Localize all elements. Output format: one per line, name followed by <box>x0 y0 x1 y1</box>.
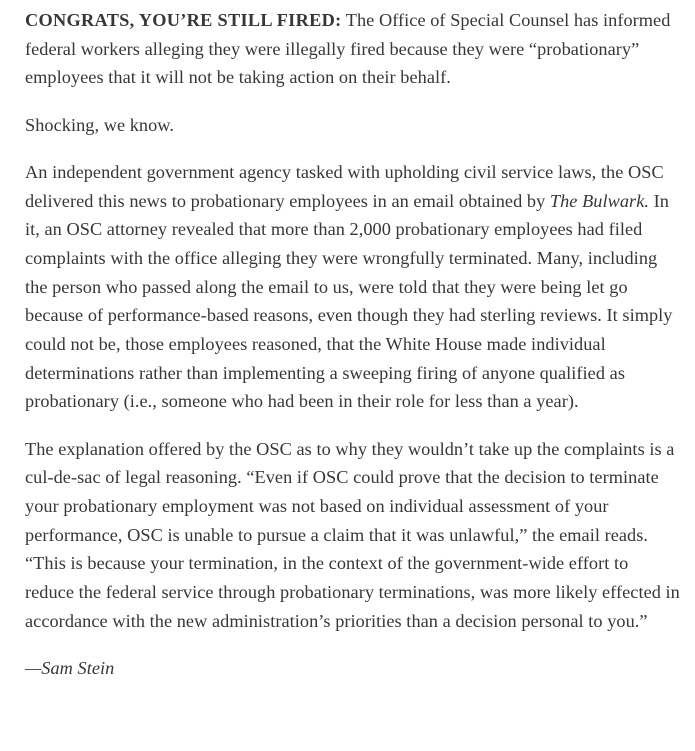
publication-name: The Bulwark. <box>549 190 650 211</box>
paragraph-text: In it, an OSC attorney revealed that more than 2,000 probationary employees had filed complaints with the office alleging they were wrongfully terminated. Many, including the person who passed along the email to us, were told that they were being let go because of performance-based reasons, even though they had sterling reviews. It simply could not be, those employees reasoned, that the White House made individual determinations rather than implementing a sweeping firing of anyone qualified as probationary (i.e., someone who had been in their role for less than a year). <box>25 190 673 412</box>
paragraph-explanation: The explanation offered by the OSC as to why they wouldn’t take up the complaints is a cul-de-sac of legal reasoning. “Even if OSC could prove that the decision to terminate your probationary employment was not based on individual assessment of your performance, OSC is unable to pursue a claim that it was unlawful,” the email reads. “This is because your termination, in the context of the government-wide effort to reduce the federal service through probationary terminations, was more likely effected in accordance with the new administration’s priorities than a decision personal to you.” <box>25 438 680 631</box>
paragraph-text: The Office of Special Counsel has informed federal workers alleging they were illegally fired because they were “probationary” employees that it will not be taking action on their behalf. <box>25 10 671 88</box>
paragraph-lead <box>25 6 681 92</box>
lead-in-headline: CONGRATS, YOU’RE STILL FIRED: <box>25 10 342 30</box>
paragraph-aside: Shocking, we know. <box>25 114 174 135</box>
paragraph-text: An independent government agency tasked with upholding civil service laws, the OSC delivered this news to probationary employees in an email obtained by <box>25 161 664 211</box>
paragraph-context <box>25 158 681 416</box>
author-byline: —Sam Stein <box>25 658 115 679</box>
